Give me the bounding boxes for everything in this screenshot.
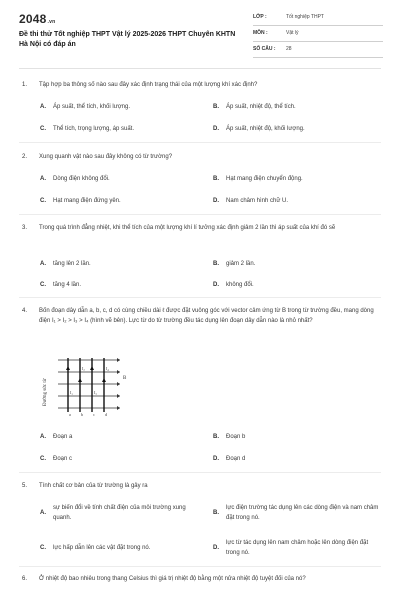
current-arrow [90,366,94,370]
option-text: Dòng điện không đổi. [53,176,110,182]
question-text: Xung quanh vật nào sau đây không có từ trường? [39,154,173,160]
question-separator [19,472,381,473]
option-letter: D. [213,282,219,288]
question-text: Bốn đoạn dây dẫn a, b, c, d có cùng chiều dài ℓ được đặt vuông góc với vector cảm ứng từ B trong từ trường đều, mang dòng điện I₁ > I₂ > I₃ > I₄ (hình vẽ bên). Lực từ do từ trường đều tác dụng lên đoạn dây dẫn nào là nhỏ nhất? [39,308,374,324]
question-separator [19,297,381,298]
question-separator [19,142,381,143]
option-text: giảm 2 lần. [226,261,256,267]
current-arrow [66,366,70,370]
question-separator [19,214,381,215]
option-letter: A. [40,104,46,110]
question-number: 1. [22,82,28,88]
question-number: 6. [22,576,28,582]
option-letter: C. [40,456,46,462]
option-text: Nam châm hình chữ U. [226,198,289,204]
question-number: 3. [22,225,28,231]
option-text: Đoạn b [226,434,246,440]
question-text: Tập hợp ba thông số nào sau đây xác định trạng thái của một lượng khí xác định? [39,82,258,88]
option-letter: A. [40,261,46,267]
question-text: Trong quá trình đẳng nhiệt, khi thể tích của một lượng khí lí tưởng xác định giảm 2 lần thì áp suất của khí đó sẽ [39,225,336,231]
wire-label: b [81,412,83,417]
option-letter: C. [40,545,46,551]
option-text: Hạt mang điện chuyển động. [226,176,303,182]
option-text: Đoạn c [53,456,73,462]
current-label: I₁ [70,390,73,395]
meta-label: MÔN : [253,30,268,36]
field-arrows [117,358,120,410]
option-letter: B. [213,176,219,182]
option-letter: D. [213,545,219,551]
meta-label: LỚP : [253,14,267,20]
exam-title: Đề thi thử Tốt nghiệp THPT Vật lý 2025-2026 THPT Chuyên KHTN Hà Nội có đáp án [19,31,236,48]
current-label: I₄ [106,366,109,371]
meta-value: Vật lý [286,30,299,36]
logo-suffix: .vn [47,19,56,25]
current-label: I₃ [94,390,97,395]
option-letter: D. [213,456,219,462]
current-arrows [66,366,106,382]
option-letter: C. [40,126,46,132]
option-letter: A. [40,176,46,182]
b-vector-label: B [123,376,127,381]
option-text: tăng 4 lần. [53,282,82,288]
option-text: lực hấp dẫn lên các vật đặt trong nó. [53,545,151,551]
option-text: lực từ tác dụng lên nam châm hoặc lên dòng điện đặt trong nó. [226,540,369,556]
option-text: sự biến đổi về tính chất điện của môi trường xung quanh. [53,505,186,521]
question-separator [19,566,381,567]
option-letter: B. [213,104,219,110]
wire-label: c [93,412,95,417]
header [0,0,400,66]
arrow-head [117,394,120,398]
option-letter: D. [213,126,219,132]
axis-label: Đường sức từ [43,378,48,406]
wire-label: d [105,412,107,417]
option-text: tăng lên 2 lần. [53,261,91,267]
question-number: 5. [22,483,28,489]
question-text: Ở nhiệt độ bao nhiêu trong thang Celsius thì giá trị nhiệt độ bằng một nửa nhiệt độ tuyệt đối của nó? [39,576,306,582]
header-divider [19,68,381,69]
option-letter: B. [213,261,219,267]
meta-label: SỐ CÂU : [253,46,276,52]
current-label: I₂ [82,366,85,371]
option-letter: B. [213,510,219,516]
option-text: Áp suất, thể tích, khối lượng. [53,104,130,110]
option-text: không đổi. [226,282,254,288]
exam-meta [253,10,383,58]
field-diagram [40,354,140,418]
option-letter: B. [213,434,219,440]
question-number: 4. [22,308,28,314]
option-letter: C. [40,198,46,204]
arrow-head [117,370,120,374]
option-text: Hạt mang điện đứng yên. [53,198,121,204]
current-arrow [78,378,82,382]
site-logo[interactable] [19,12,55,26]
option-text: Thể tích, trọng lượng, áp suất. [53,126,134,132]
option-text: Đoạn d [226,456,246,462]
logo-main: 2048 [19,12,47,26]
question-number: 2. [22,154,28,160]
option-letter: A. [40,510,46,516]
wires [68,358,104,412]
option-letter: A. [40,434,46,440]
wire-label: a [69,412,71,417]
arrow-head [117,382,120,386]
meta-value: 28 [286,46,292,52]
arrow-head [117,406,120,410]
arrow-head [117,358,120,362]
current-arrow [102,378,106,382]
question-text: Tính chất cơ bản của từ trường là gây ra [39,483,148,489]
option-text: Đoạn a [53,434,73,440]
option-text: Áp suất, nhiệt độ, khối lượng. [226,126,305,132]
meta-row-subject [253,26,383,42]
meta-value: Tốt nghiệp THPT [286,14,324,20]
option-letter: C. [40,282,46,288]
option-text: Áp suất, nhiệt độ, thể tích. [226,104,296,110]
meta-row-class [253,10,383,26]
option-letter: D. [213,198,219,204]
meta-row-count [253,42,383,58]
field-diagram-svg [40,354,140,418]
option-text: lực điện trường tác dụng lên các dòng điện và nam châm đặt trong nó. [226,505,379,521]
